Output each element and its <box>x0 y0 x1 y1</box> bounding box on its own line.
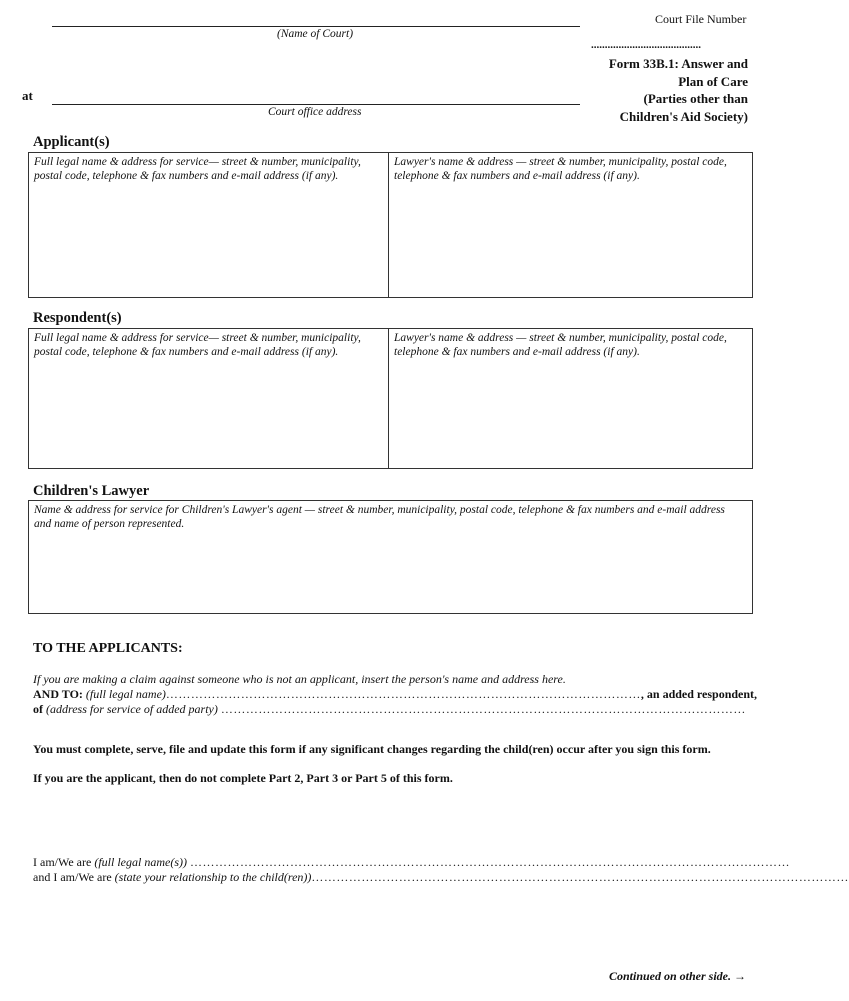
applicants-heading: Applicant(s) <box>33 134 110 150</box>
declaration-relationship-prefix: and I am/We are <box>33 870 112 884</box>
and-to-suffix: , an added respondent, <box>640 687 758 701</box>
declaration-relationship-row <box>33 870 849 885</box>
applicant-party-field[interactable]: Full legal name & address for service— street & number, municipality, postal code, telephone & fax numbers and e-mail address (if any). <box>29 153 389 297</box>
court-file-number-label: Court File Number <box>655 12 747 26</box>
form-title-line-1: Form 33B.1: Answer and <box>608 56 748 71</box>
respondent-lawyer-field[interactable]: Lawyer's name & address — street & number, municipality, postal code, telephone & fax numbers and e-mail address (if any). <box>394 332 727 358</box>
applicant-lawyer-field[interactable]: Lawyer's name & address — street & number, municipality, postal code, telephone & fax numbers and e-mail address (if any). <box>394 156 727 182</box>
added-party-address-field[interactable]: ……………………………………………………………………………………………………………… <box>220 702 746 716</box>
arrow-right-icon: → <box>734 969 746 983</box>
court-name-caption: (Name of Court) <box>277 28 354 40</box>
declaration-name-prefix: I am/We are <box>33 855 92 869</box>
and-to-row <box>33 687 758 702</box>
added-respondent-name-field[interactable]: …………………………………………………………………………………………………… <box>165 687 641 701</box>
form-title <box>609 55 748 125</box>
applicants-box <box>28 152 753 298</box>
childrens-lawyer-box <box>28 500 753 614</box>
at-label: at <box>22 88 33 103</box>
declaration-name-row <box>33 855 790 870</box>
declarant-name-field[interactable]: ……………………………………………………………………………………………………………………………… <box>190 855 790 869</box>
and-to-hint: (full legal name) <box>85 687 166 701</box>
respondents-box <box>28 328 753 469</box>
added-party-instruction: If you are making a claim against someone who is not an applicant, insert the person's name and address here. <box>33 672 566 686</box>
of-label: of <box>33 702 43 716</box>
of-row <box>33 702 746 717</box>
declaration-name-hint: (full legal name(s)) <box>94 855 187 869</box>
continued-text: Continued on other side. <box>608 969 731 983</box>
and-to-label: AND TO: <box>33 687 83 701</box>
childrens-lawyer-field[interactable]: Name & address for service for Children's Lawyer's agent — street & number, municipality, postal code, telephone & fax numbers and e-mail address and name of person represented. <box>34 504 725 530</box>
to-applicants-heading: TO THE APPLICANTS: <box>33 641 183 656</box>
notice-complete-serve: You must complete, serve, file and update this form if any significant changes regarding the child(ren) occur after you sign this form. <box>33 742 711 756</box>
form-title-line-4: Children's Aid Society) <box>619 108 748 124</box>
notice-applicant-parts: If you are the applicant, then do not complete Part 2, Part 3 or Part 5 of this form. <box>33 771 453 785</box>
childrens-lawyer-heading: Children's Lawyer <box>33 483 150 499</box>
respondents-heading: Respondent(s) <box>33 310 122 326</box>
declaration-relationship-hint: (state your relationship to the child(ren)) <box>114 870 312 884</box>
form-title-line-2: Plan of Care <box>678 73 748 89</box>
of-hint: (address for service of added party) <box>46 702 218 716</box>
continued-note <box>609 969 746 984</box>
relationship-field[interactable]: ………………………………………………………………………………………………………………… <box>311 870 849 884</box>
court-address-caption: Court office address <box>268 106 362 118</box>
respondent-party-field[interactable]: Full legal name & address for service— street & number, municipality, postal code, telephone & fax numbers and e-mail address (if any). <box>29 329 389 468</box>
form-title-line-3: (Parties other than <box>643 91 748 106</box>
court-file-number-field[interactable]: ........................................ <box>591 39 701 51</box>
